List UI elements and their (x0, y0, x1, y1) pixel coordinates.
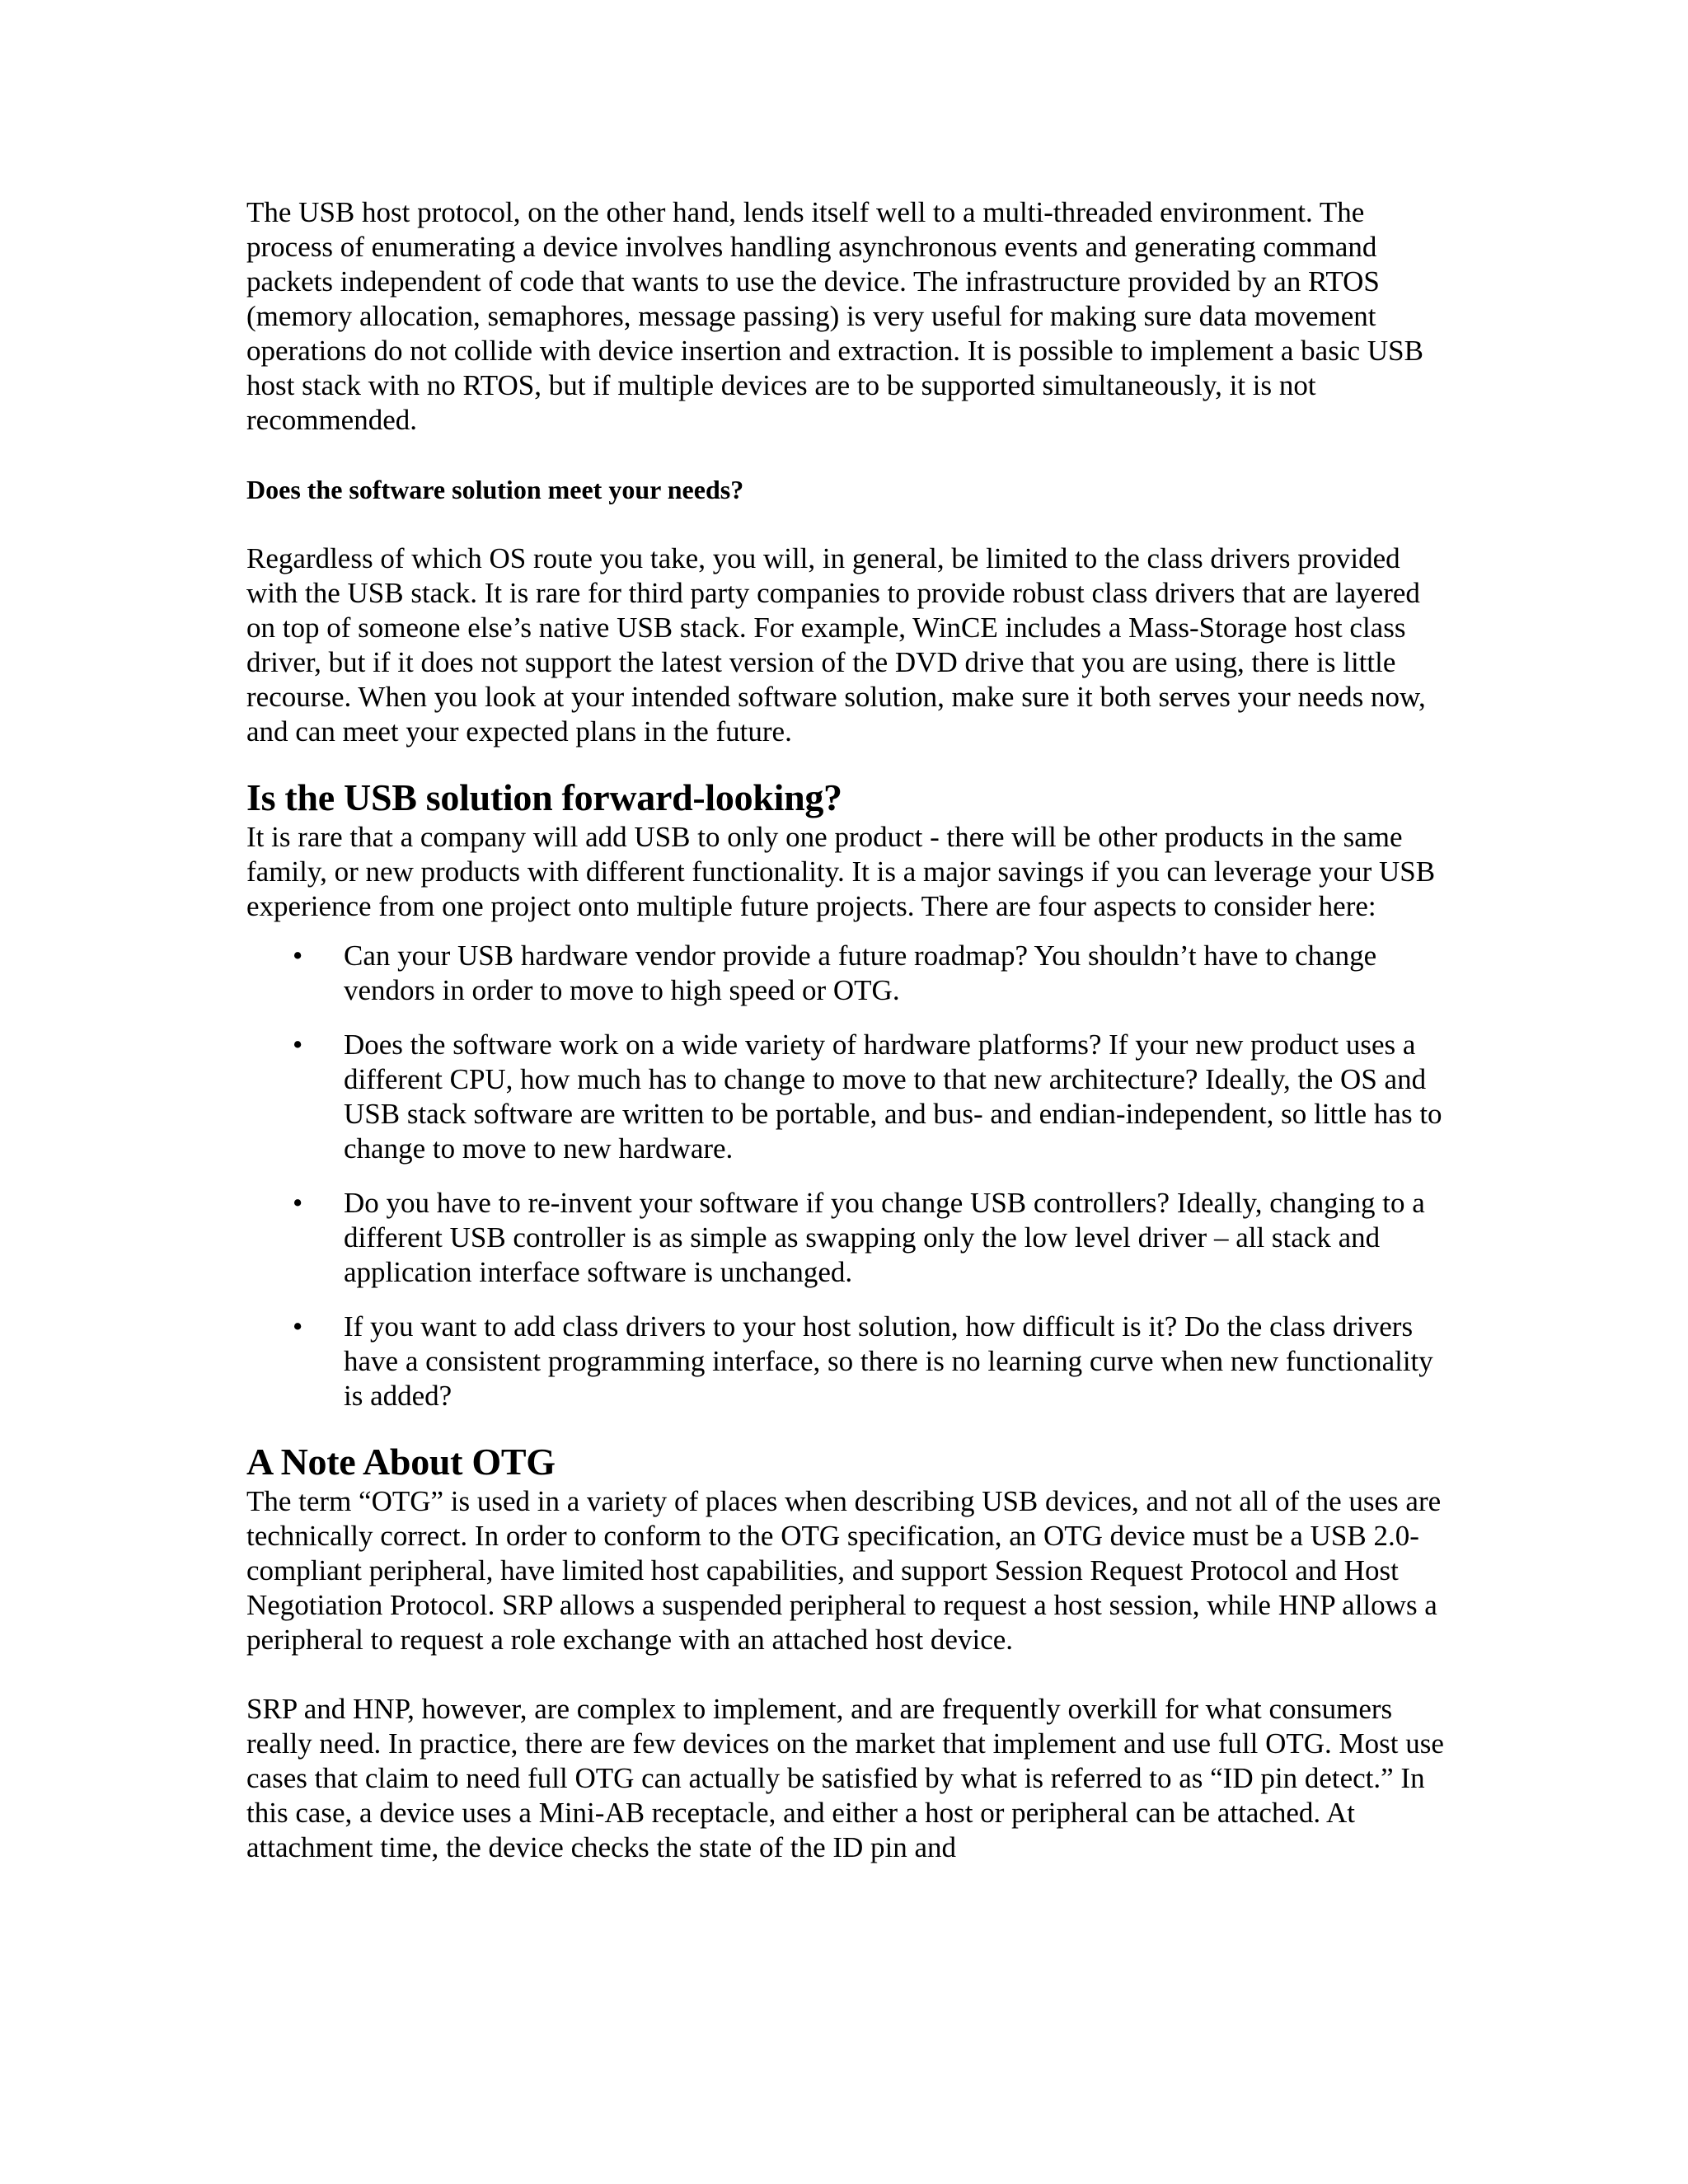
list-item (246, 1186, 1450, 1290)
page-content (246, 195, 1450, 1865)
paragraph-software-solution: Regardless of which OS route you take, you will, in general, be limited to the class drivers provided with the USB stack. It is rare for third party companies to provide robust class drivers that are layered on top of someone else’s native USB stack. For example, WinCE includes a Mass-Storage host class driver, but if it does not support the latest version of the DVD drive that you are using, there is little recourse. When you look at your intended software solution, make sure it both serves your needs now, and can meet your expected plans in the future. (246, 542, 1426, 748)
paragraph-forward-looking-intro: It is rare that a company will add USB to only one product - there will be other products in the same family, or new products with different functionality. It is a major savings if you can leverage your USB experience from one project onto multiple future projects. There are four aspects to consider here: (246, 821, 1436, 922)
list-item-text: Can your USB hardware vendor provide a future roadmap? You shouldn’t have to change vendors in order to move to high speed or OTG. (344, 940, 1377, 1006)
paragraph-srp-hnp: SRP and HNP, however, are complex to implement, and are frequently overkill for what consumers really need. In practice, there are few devices on the market that implement and use full OTG. Most use cases that claim to need full OTG can actually be satisfied by what is referred to as “ID pin detect.” In this case, a device uses a Mini-AB receptacle, and either a host or peripheral can be attached. At attachment time, the device checks the state of the ID pin and (246, 1693, 1444, 1863)
bullet-icon: • (293, 940, 303, 972)
list-item-text: Do you have to re-invent your software if you change USB controllers? Ideally, changing to a different USB controller is as simple as swapping only the low level driver – all stack and application interface software is unchanged. (344, 1187, 1425, 1288)
bullet-list-aspects (246, 939, 1450, 1413)
list-item-text: If you want to add class drivers to your host solution, how difficult is it? Do the class drivers have a consistent programming interface, so there is no learning curve when new functionality is added? (344, 1310, 1433, 1412)
paragraph-usb-host-protocol: The USB host protocol, on the other hand, lends itself well to a multi-threaded environment. The process of enumerating a device involves handling asynchronous events and generating command packets independent of code that wants to use the device. The infrastructure provided by an RTOS (memory allocation, semaphores, message passing) is very useful for making sure data movement operations do not collide with device insertion and extraction. It is possible to implement a basic USB host stack with no RTOS, but if multiple devices are to be supported simultaneously, it is not recommended. (246, 196, 1423, 436)
section-heading-forward-looking: Is the USB solution forward-looking? (246, 776, 842, 818)
list-item-text: Does the software work on a wide variety of hardware platforms? If your new product uses a different CPU, how much has to change to move to that new architecture? Ideally, the OS and USB stack software are written to be portable, and bus- and endian-independent, so little has to change to move to new hardware. (344, 1029, 1442, 1165)
list-item (246, 939, 1450, 1008)
section-heading-otg: A Note About OTG (246, 1441, 556, 1483)
bullet-icon: • (293, 1310, 303, 1343)
paragraph-otg-term: The term “OTG” is used in a variety of places when describing USB devices, and not all of the uses are technically correct. In order to conform to the OTG specification, an OTG device must be a USB 2.0-compliant peripheral, have limited host capabilities, and support Session Request Protocol and Host Negotiation Protocol. SRP allows a suspended peripheral to request a host session, while HNP allows a peripheral to request a role exchange with an attached host device. (246, 1485, 1442, 1656)
bullet-icon: • (293, 1187, 303, 1219)
list-item (246, 1028, 1450, 1166)
bullet-icon: • (293, 1029, 303, 1061)
subheading-software-solution: Does the software solution meet your needs? (246, 475, 744, 504)
list-item (246, 1310, 1450, 1413)
